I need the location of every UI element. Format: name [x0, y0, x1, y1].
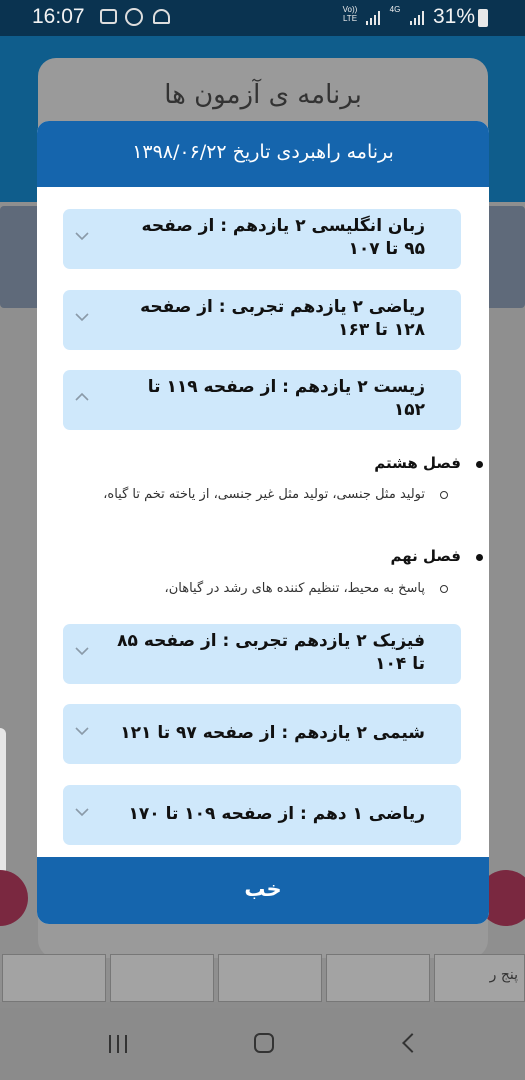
chapter-detail: تولید مثل جنسی، تولید مثل غیر جنسی، از یاخته تخم تا گیاه،: [95, 485, 425, 505]
gallery-notification-icon: [100, 9, 117, 24]
chevron-down-icon[interactable]: [75, 310, 89, 324]
wifi-icon: [153, 9, 170, 24]
dialog-title: برنامه راهبردی تاریخ ۱۳۹۸/۰۶/۲۲: [132, 141, 394, 163]
accordion-item[interactable]: [63, 704, 461, 764]
accordion-item[interactable]: [63, 290, 461, 350]
accordion-item-label: شیمی ۲ یازدهم : از صفحه ۹۷ تا ۱۲۱: [120, 723, 425, 743]
background-bottom-label: پنج ر: [434, 954, 525, 1002]
home-icon[interactable]: [254, 1033, 274, 1053]
chapter-heading: فصل هشتم: [374, 454, 461, 472]
accordion-item-label: ریاضی ۲ یازدهم تجربی : از صفحه ۱۲۸ تا ۱۶۳: [140, 297, 425, 340]
chevron-down-icon[interactable]: [75, 644, 89, 658]
accordion-item[interactable]: [63, 624, 461, 684]
accordion-item-label: ریاضی ۱ دهم : از صفحه ۱۰۹ تا ۱۷۰: [128, 804, 425, 824]
volte-label: Vo)) LTE: [342, 5, 358, 23]
back-icon[interactable]: [402, 1033, 422, 1053]
chapter-heading: فصل نهم: [390, 547, 461, 565]
accordion-item-label: زبان انگلیسی ۲ یازدهم : از صفحه ۹۵ تا ۱۰۷: [141, 216, 425, 259]
battery-percent: 31%: [433, 5, 476, 28]
status-bar: [0, 0, 525, 36]
navigation-bar: [0, 1008, 525, 1080]
ok-button-label: خب: [244, 877, 282, 901]
signal-icon: [366, 11, 380, 25]
ok-button[interactable]: [37, 857, 489, 924]
chapter-detail: پاسخ به محیط، تنظیم کننده های رشد در گیاهان،: [95, 579, 425, 599]
accordion-item[interactable]: [63, 785, 461, 845]
chevron-down-icon[interactable]: [75, 229, 89, 243]
battery-icon: [478, 9, 488, 27]
accordion-item-label: زیست ۲ یازدهم : از صفحه ۱۱۹ تا ۱۵۲: [147, 377, 425, 420]
accordion-item-expanded[interactable]: [63, 370, 461, 430]
status-time: 16:07: [32, 5, 85, 28]
schedule-dialog: [37, 121, 489, 924]
accordion-item-label: فیزیک ۲ یازدهم تجربی : از صفحه ۸۵ تا ۱۰۴: [117, 631, 425, 674]
chevron-down-icon[interactable]: [75, 724, 89, 738]
dialog-header: [37, 121, 489, 187]
notification-badge-icon: [125, 8, 143, 26]
recent-apps-icon[interactable]: [107, 1035, 129, 1053]
chevron-up-icon[interactable]: [75, 390, 89, 404]
background-bottom-row: [0, 954, 525, 1006]
signal-2-icon: [410, 11, 424, 25]
background-sheet-title: برنامه ی آزمون ها: [164, 80, 362, 110]
chevron-down-icon[interactable]: [75, 805, 89, 819]
accordion-item[interactable]: [63, 209, 461, 269]
network-type-label: 4G: [389, 5, 401, 14]
